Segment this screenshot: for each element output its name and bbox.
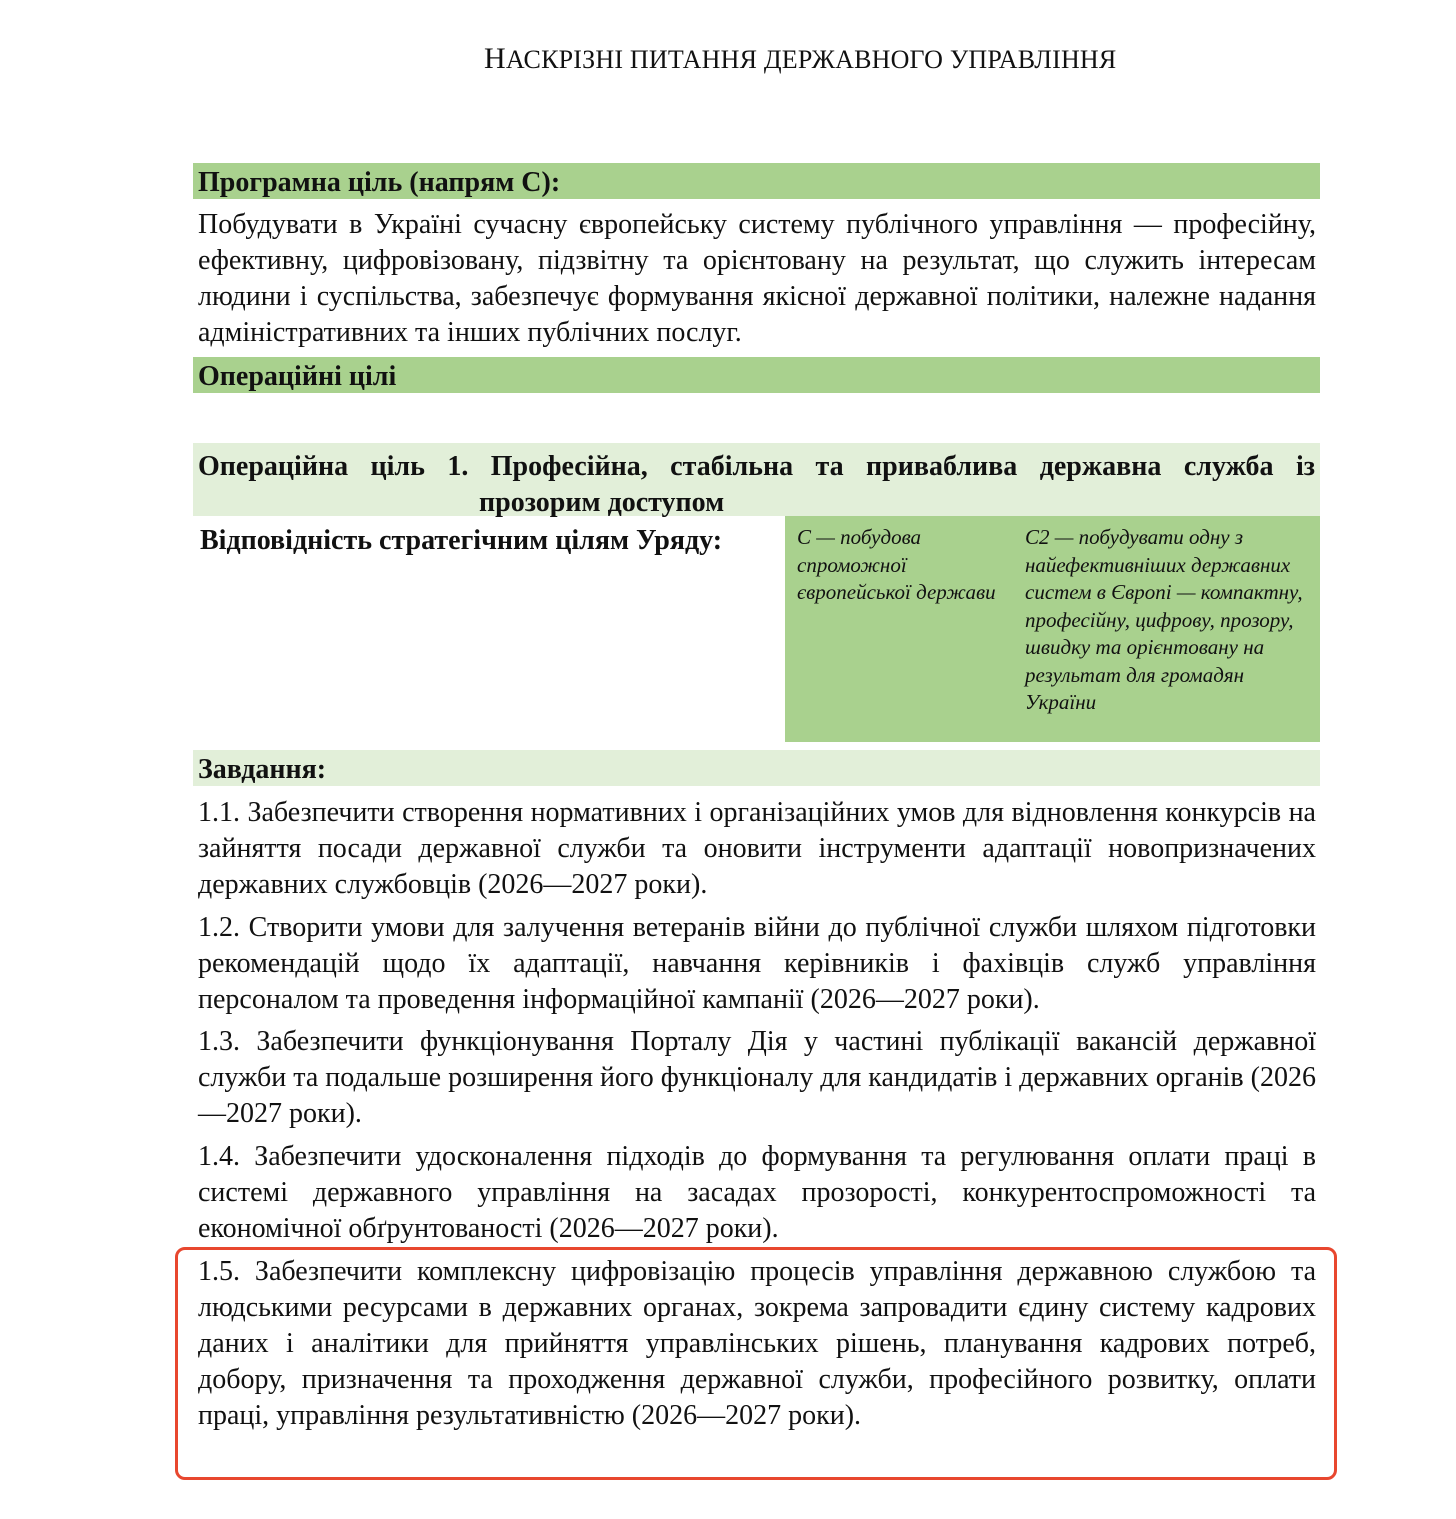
correspondence-label: Відповідність стратегічним цілям Уряду:	[200, 525, 723, 556]
task-item-1-5: 1.5. Забезпечити комплексну цифровізацію процесів управління державною службою та людськими ресурсами в державних органах, зокрема запровадити єдину систему кадрових даних і аналітики для прийняття управлінських рішень, планування кадрових потреб, добору, призначення та проходження державної служби, професійного розвитку, оплати праці, управління результативністю (2026—2027 роки).	[198, 1256, 1316, 1431]
task-item-1-1: 1.1. Забезпечити створення нормативних і організаційних умов для відновлення конкурсів на зайняття посади державної служби та оновити інструменти адаптації новопризначених державних службовців (2026—2027 роки).	[198, 797, 1316, 900]
task-item-1-2: 1.2. Створити умови для залучення ветеранів війни до публічної служби шляхом підготовки рекомендацій щодо їх адаптації, навчання керівників і фахівців служб управління персоналом та проведення інформаційної кампанії (2026—2027 роки).	[198, 912, 1316, 1015]
program-goal-text: Побудувати в Україні сучасну європейську систему публічного управління — професійну, ефективну, цифровізовану, підзвітну та орієнтовану на результат, що служить інтересам людини і суспільства, забезпечує формування якісної державної політики, належне надання адміністративних та інших публічних послуг.	[198, 209, 1316, 348]
task-item-1-4: 1.4. Забезпечити удосконалення підходів до формування та регулювання оплати праці в системі державного управління на засадах прозорості, конкурентоспроможності та економічної обґрунтованості (2026—2027 роки).	[198, 1141, 1316, 1244]
running-header	[484, 42, 1116, 76]
highlight-box	[175, 1247, 1337, 1480]
strategic-subgoal-cell: С2 — побудувати одну з найефективніших державних систем в Європі — компактну, професійну, цифрову, прозору, швидку та орієнтовану на результат для громадян України	[1013, 516, 1320, 742]
program-goal-heading: Програмна ціль (напрям С):	[193, 163, 1320, 199]
operational-goal-1-title-line1: Операційна ціль 1. Професійна, стабільна та приваблива державна служба із	[198, 451, 1315, 482]
strategic-goal-cell: С — побудова спроможної європейської держави	[785, 516, 1013, 742]
running-header-cap: Н	[484, 42, 506, 75]
operational-goals-heading: Операційні цілі	[193, 357, 1320, 393]
tasks-heading: Завдання:	[193, 750, 1320, 786]
operational-goal-1-title	[193, 443, 1320, 516]
task-item-1-3: 1.3. Забезпечити функціонування Порталу Дія у частині публікації вакансій державної служби та подальше розширення його функціоналу для кандидатів і державних органів (2026—2027 роки).	[198, 1026, 1316, 1129]
operational-goal-1-title-line2: прозорим доступом	[479, 487, 725, 518]
running-header-text: АСКРІЗНІ ПИТАННЯ ДЕРЖАВНОГО УПРАВЛІННЯ	[505, 45, 1117, 74]
